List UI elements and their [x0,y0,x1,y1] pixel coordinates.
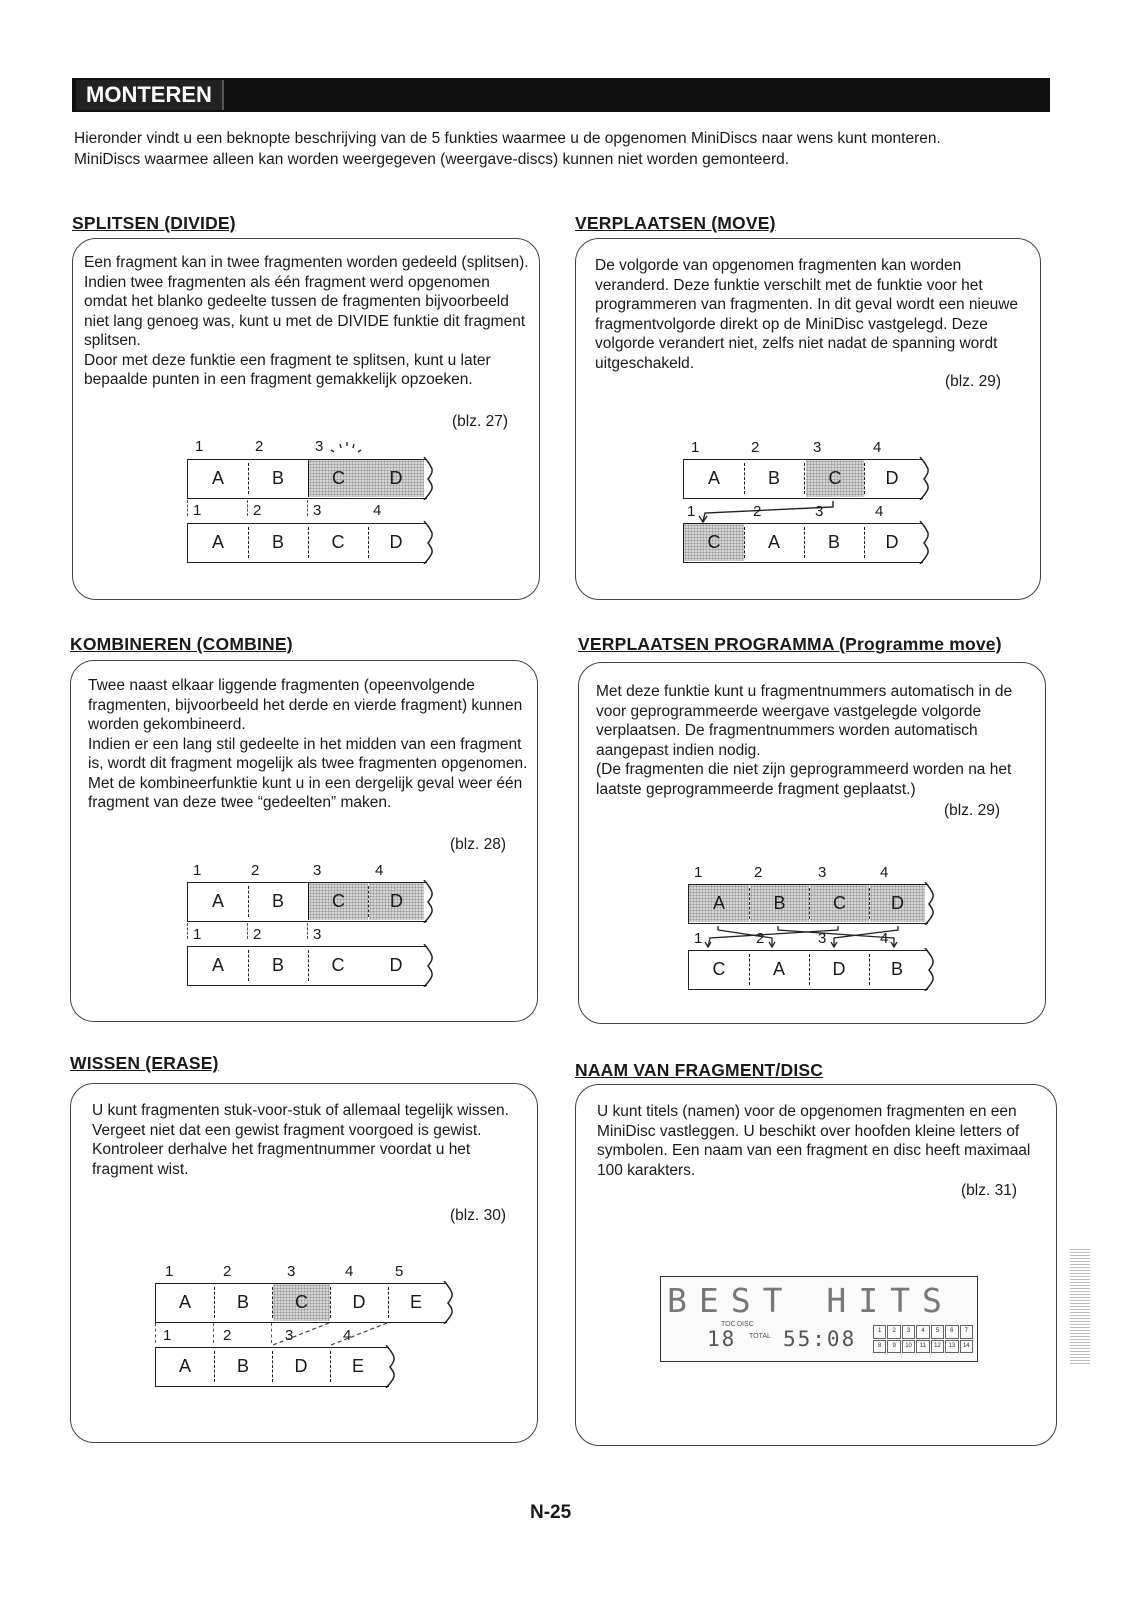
track-cell: D [294,1356,308,1376]
track-cell: C [806,460,864,497]
paragraph: Indien er een lang stil gedeelte in het midden van een fragment is, wordt dit fragment mogelijk als twee fragmenten opgenomen. Met de kombineerfunktie kunt u in een dergelijk geval weer één fragment van deze twee “gedeelten” maken. [88,735,528,811]
track-cell: A [211,955,224,975]
strip-end-icon [422,457,438,500]
track-grid-cell: 10 [902,1340,915,1354]
section-text-programme-move [596,682,1036,799]
track-grid-cell: 5 [931,1325,944,1339]
guide-line [247,923,248,939]
track-cell: A [211,532,224,552]
track-grid-cell: 3 [902,1325,915,1339]
display-toc-label: TOC [721,1321,736,1328]
track-number: 3 [313,502,322,519]
track-number: 2 [753,503,762,520]
section-title-programme-move: VERPLAATSEN PROGRAMMA (Programme move) [578,634,1002,654]
paragraph: Met deze funktie kunt u fragmentnummers automatisch in de voor geprogrammeerde weergave vastgelegde volgorde verplaatsen. De fragmentnummers worden automatisch aangepast indien nodig. [596,683,1013,759]
section-combine [70,634,544,1026]
track-cell: B [271,468,284,488]
track-grid-cell: 2 [887,1325,900,1339]
section-title-name: NAAM VAN FRAGMENT/DISC [575,1060,824,1080]
page-reference: (blz. 29) [944,802,1000,819]
section-title-divide: SPLITSEN (DIVIDE) [72,213,236,233]
reorder-arrows-icon [688,924,928,950]
track-grid-cell: 14 [960,1340,973,1354]
track-number: 1 [193,926,202,943]
page-number: N-25 [530,1502,572,1523]
diagram-programme-move [688,864,948,1004]
track-number: 2 [751,439,760,456]
track-number: 4 [873,439,882,456]
track-cell: C [684,524,744,561]
section-text-combine [88,676,528,813]
track-cell: B [890,959,903,979]
track-strip-after [155,1347,389,1387]
display-total-label: TOTAL [749,1333,771,1340]
track-strip-before [683,459,923,499]
strip-end-icon [422,944,438,987]
edge-tab-marker [1070,1248,1090,1364]
track-cell: B [271,891,284,911]
track-strip-before [688,884,928,924]
track-number: 1 [193,862,202,879]
track-grid-cell: 13 [945,1340,958,1354]
guide-line [247,500,248,516]
track-number: 3 [818,864,827,881]
diagram-move [683,439,943,579]
paragraph: Door met deze funktie een fragment te splitsen, kunt u later bepaalde punten in een fragment gemakkelijk opzoeken. [84,351,491,388]
track-number: 1 [165,1263,174,1280]
track-cell: C [309,883,368,920]
track-number: 1 [195,438,204,455]
display-title-text: BEST HITS [667,1281,954,1320]
display-total-time: 55:08 [783,1327,857,1351]
track-strip-before [155,1283,447,1323]
section-title-move: VERPLAATSEN (MOVE) [575,213,776,233]
track-cell: D [885,468,899,488]
track-number: 4 [880,864,889,881]
track-cell: B [271,955,284,975]
paragraph: U kunt fragmenten stuk-voor-stuk of allemaal tegelijk wissen. [92,1102,509,1119]
track-cell: C [331,532,345,552]
track-cell: B [767,468,780,488]
track-number: 2 [255,438,264,455]
paragraph: U kunt titels (namen) voor de opgenomen fragmenten en een MiniDisc vastleggen. U beschikt over hoofden kleine letters of symbolen. Een naam van een fragment en disc heeft maximaal 100 karakters. [597,1103,1031,1179]
track-grid-cell: 9 [887,1340,900,1354]
track-cell: C [712,959,726,979]
section-text-divide [84,253,532,390]
page-reference: (blz. 30) [450,1207,506,1224]
section-name [575,1060,1061,1448]
track-number: 4 [345,1263,354,1280]
track-cell: D [369,883,424,920]
track-grid-cell: 4 [916,1325,929,1339]
intro-line-2: MiniDiscs waarmee alleen kan worden weergegeven (weergave-discs) kunnen niet worden gemonteerd. [74,151,790,168]
page-reference: (blz. 31) [961,1182,1017,1199]
track-grid-cell: 1 [873,1325,886,1339]
page-reference: (blz. 27) [452,413,508,430]
track-strip-before [187,882,427,922]
track-number: 2 [253,926,262,943]
track-number: 1 [691,439,700,456]
section-text-erase [92,1101,524,1179]
strip-end-icon [918,521,934,564]
paragraph: Vergeet niet dat een gewist fragment voorgoed is gewist. Kontroleer derhalve het fragmentnummer voordat u het fragment wist. [92,1121,482,1178]
track-cell: D [389,532,403,552]
track-number: 2 [223,1263,232,1280]
track-cell: D [368,460,424,497]
diagram-divide [187,438,447,578]
track-strip-before [187,459,427,499]
track-strip-after [688,950,928,990]
track-divider [804,463,805,494]
paragraph: Een fragment kan in twee fragmenten worden gedeeld (splitsen). Indien twee fragmenten als één fragment werd opgenomen omdat het blanko gedeelte tussen de fragmenten bijvoorbeeld niet lang genoeg was, kunt u met de DIVIDE funktie dit fragment splitsen. [84,254,529,349]
guide-line [307,923,308,939]
track-number: 4 [343,1327,352,1344]
track-number: 1 [193,502,202,519]
track-cell: A [689,885,749,922]
track-grid-cell: 11 [916,1340,929,1354]
track-number: 2 [253,502,262,519]
guide-line [213,1323,214,1343]
track-number: 3 [287,1263,296,1280]
page-reference: (blz. 28) [450,836,506,853]
strip-end-icon [442,1281,458,1324]
paragraph: Twee naast elkaar liggende fragmenten (opeenvolgende fragmenten, bijvoorbeeld het derde en vierde fragment) kunnen worden gekombineerd. [88,677,523,733]
track-cell: D [352,1292,366,1312]
track-number: 1 [687,503,696,520]
track-number: 5 [395,1263,404,1280]
track-cell: B [750,885,809,922]
track-strip-after [187,946,427,986]
track-cell: D [832,959,846,979]
track-number: 3 [315,438,324,455]
section-move [575,213,1045,603]
track-grid-cell: 8 [873,1340,886,1354]
track-cell: D [389,955,403,975]
track-number: 4 [875,503,884,520]
section-erase [70,1053,544,1447]
move-arrow-icon [683,499,923,523]
section-programme-move [578,634,1052,1028]
track-cell: A [211,891,224,911]
track-number: 3 [313,862,322,879]
track-number: 3 [818,930,827,947]
track-cell: B [236,1292,249,1312]
track-cell: C [810,885,869,922]
track-grid-cell: 12 [931,1340,944,1354]
intro-text [74,128,1064,170]
section-text-move [595,256,1033,373]
strip-end-icon [923,882,939,925]
strip-end-icon [918,457,934,500]
track-number: 2 [223,1327,232,1344]
display-track-count: 18 [707,1327,737,1351]
diagram-combine [187,862,447,1002]
track-number: 2 [756,930,765,947]
track-strip-after [187,523,427,563]
page-title: MONTEREN [76,80,224,110]
guide-line [187,500,188,516]
strip-end-icon [384,1345,400,1388]
track-cell: A [772,959,785,979]
track-number: 2 [754,864,763,881]
track-number: 1 [694,930,703,947]
track-cell: A [211,468,224,488]
track-cell: A [767,532,780,552]
track-cell: B [271,532,284,552]
paragraph: (De fragmenten die niet zijn geprogrammeerd worden na het laatste geprogrammeerde fragment geplaatst.) [596,761,1012,798]
strip-end-icon [923,948,939,991]
guide-line [155,1323,156,1343]
display-panel [660,1276,978,1362]
track-number: 3 [285,1327,294,1344]
track-number: 3 [813,439,822,456]
track-cell: A [178,1292,191,1312]
section-title-erase: WISSEN (ERASE) [70,1053,219,1073]
guide-line [307,500,308,516]
paragraph: De volgorde van opgenomen fragmenten kan worden veranderd. Deze funktie verschilt met de funktie voor het programmeren van fragmenten. In dit geval wordt een nieuwe fragmentvolgorde direkt op de MiniDisc vastgelegd. Deze volgorde verandert niet, zelfs niet nadat de spanning wordt uitgeschakeld. [595,257,1019,372]
track-cell: B [827,532,840,552]
track-cell: C [331,955,345,975]
track-number: 1 [694,864,703,881]
page-reference: (blz. 29) [945,373,1001,390]
section-title-combine: KOMBINEREN (COMBINE) [70,634,293,654]
track-number: 2 [251,862,260,879]
track-grid-cell: 7 [960,1325,973,1339]
display-disc-label: DISC [737,1321,754,1328]
track-cell: C [309,460,368,497]
track-cell: D [870,885,925,922]
diagram-erase [155,1263,475,1403]
intro-line-1: Hieronder vindt u een beknopte beschrijving van de 5 funkties waarmee u de opgenomen MiniDiscs naar wens kunt monteren. [74,130,941,147]
track-number: 3 [815,503,824,520]
split-marks-icon [327,438,367,454]
section-divide [72,213,544,601]
track-number: 4 [373,502,382,519]
track-number: 1 [163,1327,172,1344]
track-cell: E [409,1292,422,1312]
guide-line [187,923,188,939]
track-cell: C [273,1284,330,1321]
display-track-grid [873,1325,973,1353]
track-cell: E [351,1356,364,1376]
track-cell: B [236,1356,249,1376]
track-strip-after [683,523,923,563]
track-number: 4 [880,930,889,947]
track-cell: A [178,1356,191,1376]
track-number: 4 [375,862,384,879]
header-banner [72,78,1050,112]
track-grid-cell: 6 [945,1325,958,1339]
section-text-name [597,1102,1047,1180]
track-cell: A [707,468,720,488]
strip-end-icon [422,521,438,564]
track-cell: D [885,532,899,552]
track-number: 3 [313,926,322,943]
strip-end-icon [422,880,438,923]
